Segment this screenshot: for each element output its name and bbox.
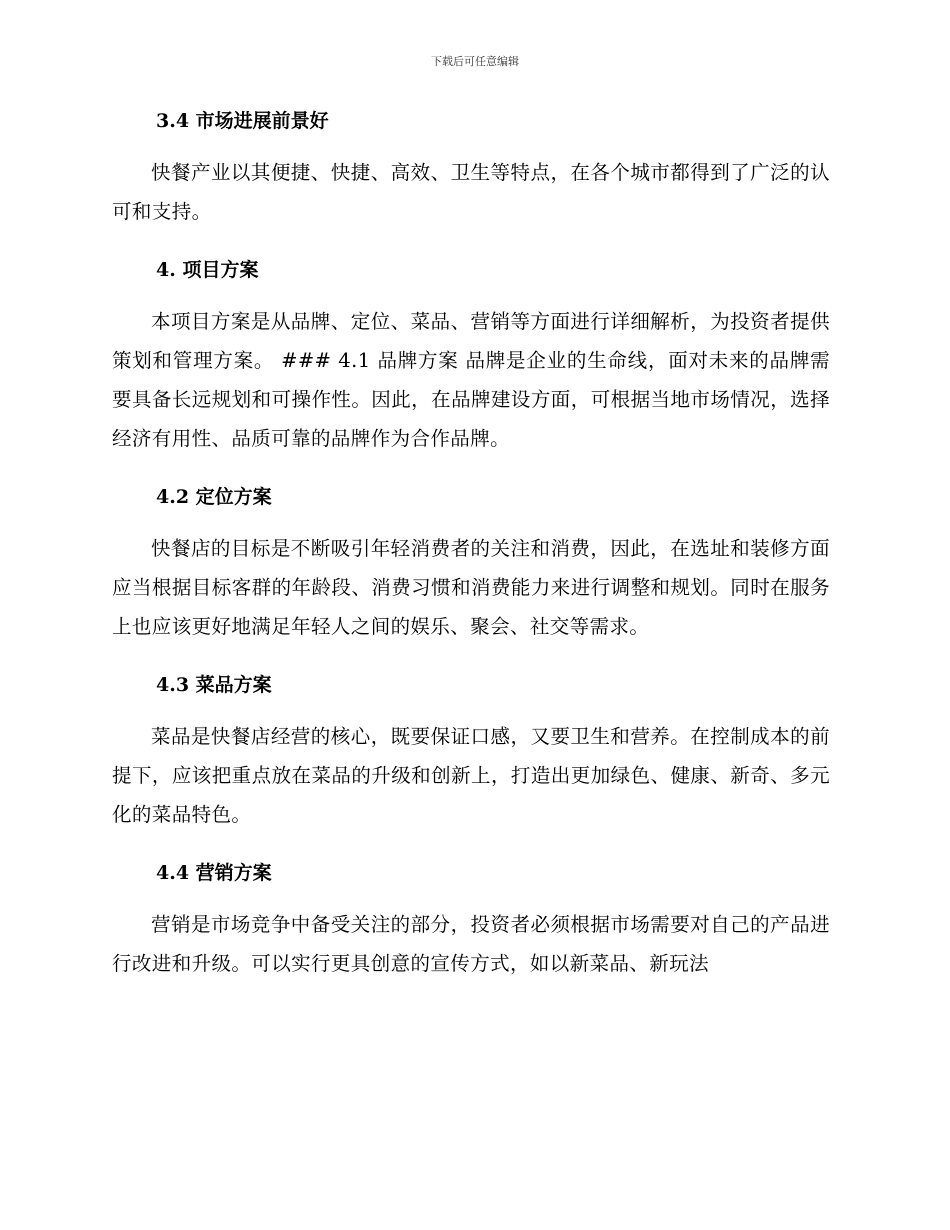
section-paragraph-4: 本项目方案是从品牌、定位、菜品、营销等方面进行详细解析，为投资者提供策划和管理方案。 ### 4.1 品牌方案 品牌是企业的生命线，面对未来的品牌需要具备长远规划和可操作性。因此，在品牌建设方面，可根据当地市场情况，选择经济有用性、品质可靠的品牌作为合作品牌。 bbox=[112, 310, 830, 450]
document-body bbox=[112, 108, 830, 983]
section-paragraph-3-4: 快餐产业以其便捷、快捷、高效、卫生等特点，在各个城市都得到了广泛的认可和支持。 bbox=[112, 161, 830, 223]
section-heading-4-3: 4.3 菜品方案 bbox=[156, 674, 272, 696]
section-heading-4-4: 4.4 营销方案 bbox=[156, 862, 272, 884]
section-heading-4: 4. 项目方案 bbox=[156, 259, 259, 281]
section-heading-4-2: 4.2 定位方案 bbox=[156, 486, 272, 508]
section-heading-3-4: 3.4 市场进展前景好 bbox=[156, 110, 329, 132]
page-header: 下载后可任意编辑 bbox=[431, 55, 519, 68]
section-paragraph-4-4: 营销是市场竞争中备受关注的部分，投资者必须根据市场需要对自己的产品进行改进和升级。可以实行更具创意的宣传方式，如以新菜品、新玩法 bbox=[112, 913, 830, 975]
section-paragraph-4-2: 快餐店的目标是不断吸引年轻消费者的关注和消费，因此，在选址和装修方面应当根据目标客群的年龄段、消费习惯和消费能力来进行调整和规划。同时在服务上也应该更好地满足年轻人之间的娱乐、聚会、社交等需求。 bbox=[112, 537, 830, 638]
section-paragraph-4-3: 菜品是快餐店经营的核心，既要保证口感，又要卫生和营养。在控制成本的前提下，应该把重点放在菜品的升级和创新上，打造出更加绿色、健康、新奇、多元化的菜品特色。 bbox=[112, 725, 830, 826]
